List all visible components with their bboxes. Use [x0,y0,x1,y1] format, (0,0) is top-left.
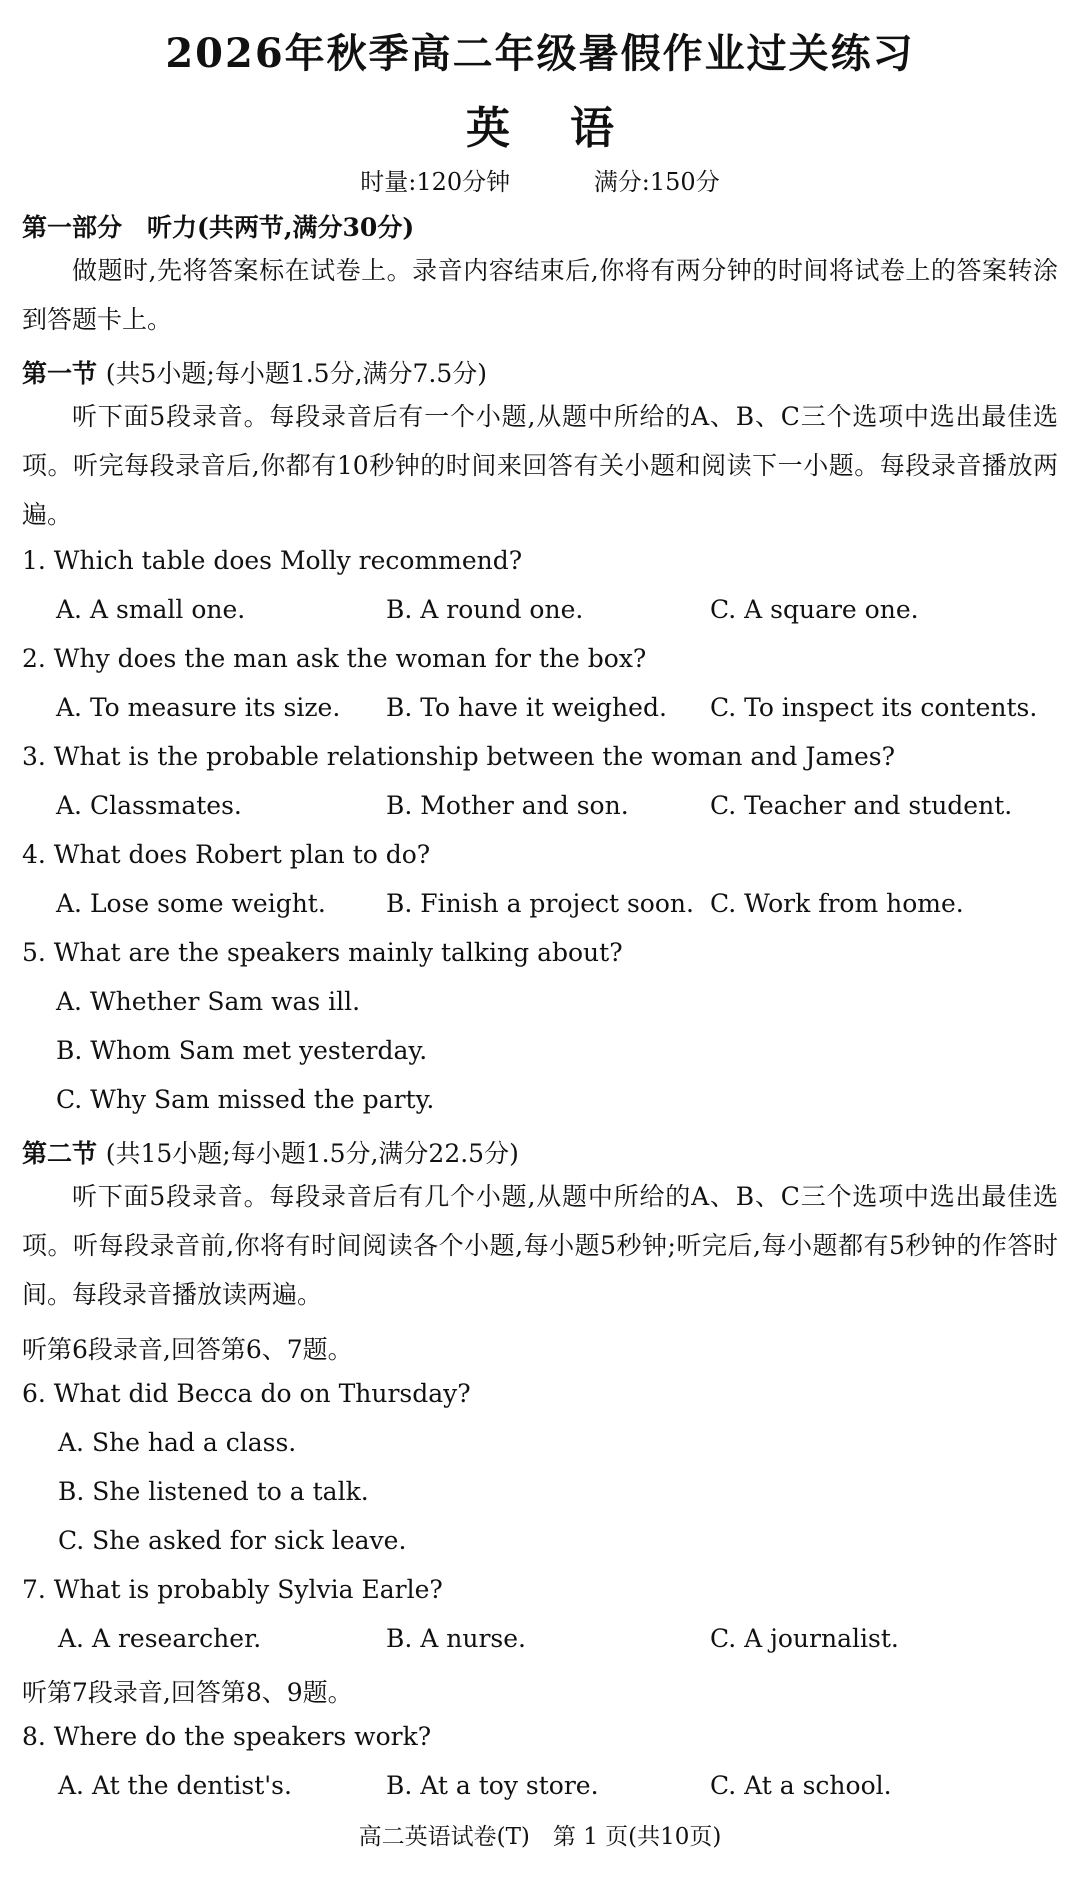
question-stem: 6. What did Becca do on Thursday? [22,1379,471,1408]
exam-meta [0,162,1080,197]
section1-title: 第一节 [22,359,98,388]
option-b: B. Finish a project soon. [386,889,694,918]
question-stem: 1. Which table does Molly recommend? [22,546,523,575]
page-footer: 高二英语试卷(T) 第 1 页(共10页) [358,1824,722,1850]
full-score: 满分:150分 [593,168,720,196]
section2-heading [22,1134,519,1170]
option-c: C. Work from home. [710,889,964,918]
question-stem: 4. What does Robert plan to do? [22,840,431,869]
section2-note: (共15小题;每小题1.5分,满分22.5分) [105,1139,519,1168]
option-c: C. To inspect its contents. [710,693,1038,722]
exam-title: 2026年秋季高二年级暑假作业过关练习 [165,30,915,77]
option-c: C. At a school. [710,1771,892,1800]
option-b: B. Mother and son. [386,791,629,820]
option-a: A. At the dentist's. [58,1771,292,1800]
section2-title: 第二节 [22,1139,98,1168]
question-stem: 3. What is the probable relationship between the woman and James? [22,742,896,771]
question-stem: 2. Why does the man ask the woman for the box? [22,644,647,673]
option-b: B. To have it weighed. [386,693,667,722]
question-stem: 5. What are the speakers mainly talking about? [22,938,623,967]
option-c: C. A square one. [710,595,919,624]
option-a: A. She had a class. [58,1428,297,1457]
section1-instruction: 听下面5段录音。每段录音后有一个小题,从题中所给的A、B、C三个选项中选出最佳选项。听完每段录音后,你都有10秒钟的时间来回答有关小题和阅读下一小题。每段录音播放两遍。 [22,402,1058,529]
section2-instruction: 听下面5段录音。每段录音后有几个小题,从题中所给的A、B、C三个选项中选出最佳选项。听每段录音前,你将有时间阅读各个小题,每小题5秒钟;听完后,每小题都有5秒钟的作答时间。每段录音播放读两遍。 [22,1182,1058,1309]
group-instruction: 听第7段录音,回答第8、9题。 [22,1678,353,1707]
option-c: C. A journalist. [710,1624,899,1653]
option-a: A. Whether Sam was ill. [56,987,361,1016]
option-c: C. Teacher and student. [710,791,1013,820]
section1-heading [22,354,487,390]
question-stem: 8. Where do the speakers work? [22,1722,432,1751]
option-c: C. She asked for sick leave. [58,1526,407,1555]
question-stem: 7. What is probably Sylvia Earle? [22,1575,443,1604]
option-b: B. A round one. [386,595,584,624]
option-b: B. At a toy store. [386,1771,599,1800]
option-a: A. A small one. [56,595,246,624]
option-a: A. A researcher. [58,1624,262,1653]
part1-instruction: 做题时,先将答案标在试卷上。录音内容结束后,你将有两分钟的时间将试卷上的答案转涂到答题卡上。 [22,256,1058,334]
option-a: A. To measure its size. [56,693,341,722]
option-b: B. Whom Sam met yesterday. [56,1036,428,1065]
option-b: B. A nurse. [386,1624,526,1653]
subject-title: 英语 [466,103,674,154]
option-b: B. She listened to a talk. [58,1477,369,1506]
option-a: A. Classmates. [56,791,242,820]
option-c: C. Why Sam missed the party. [56,1085,435,1114]
option-a: A. Lose some weight. [56,889,326,918]
group-instruction: 听第6段录音,回答第6、7题。 [22,1335,353,1364]
time-limit: 时量:120分钟 [360,168,511,196]
section1-note: (共5小题;每小题1.5分,满分7.5分) [105,359,488,388]
part1-heading: 第一部分 听力(共两节,满分30分) [22,213,415,242]
